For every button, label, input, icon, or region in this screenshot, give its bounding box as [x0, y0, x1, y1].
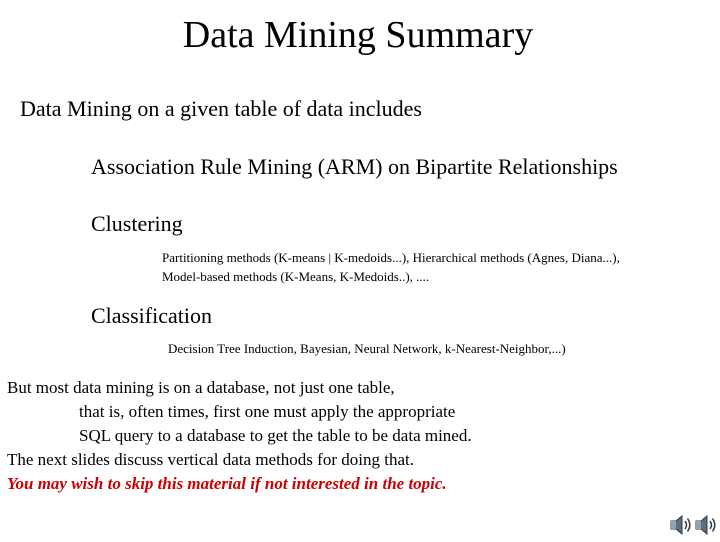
clustering-detail [162, 248, 620, 286]
slide-title: Data Mining Summary [182, 14, 534, 56]
database-note-line-3: SQL query to a database to get the table to be data mined. [79, 426, 472, 445]
database-note [7, 376, 472, 496]
clustering-detail-line-2: Model-based methods (K-Means, K-Medoids..), .... [162, 269, 430, 284]
arm-item: Association Rule Mining (ARM) on Bipartite Relationships [91, 154, 618, 179]
clustering-detail-line-1: Partitioning methods (K-means | K-medoids...), Hierarchical methods (Agnes, Diana...), [162, 250, 620, 265]
skip-note: You may wish to skip this material if not interested in the topic. [7, 474, 447, 493]
speaker-icon[interactable] [693, 513, 719, 537]
classification-heading: Classification [91, 303, 212, 328]
database-note-line-4: The next slides discuss vertical data methods for doing that. [7, 450, 414, 469]
database-note-line-2: that is, often times, first one must apply the appropriate [79, 402, 456, 421]
speaker-icon[interactable] [668, 513, 694, 537]
database-note-line-1: But most data mining is on a database, not just one table, [7, 378, 395, 397]
intro-text: Data Mining on a given table of data includes [20, 96, 422, 121]
clustering-heading: Clustering [91, 211, 183, 236]
classification-detail: Decision Tree Induction, Bayesian, Neural Network, k-Nearest-Neighbor,...) [168, 341, 566, 356]
